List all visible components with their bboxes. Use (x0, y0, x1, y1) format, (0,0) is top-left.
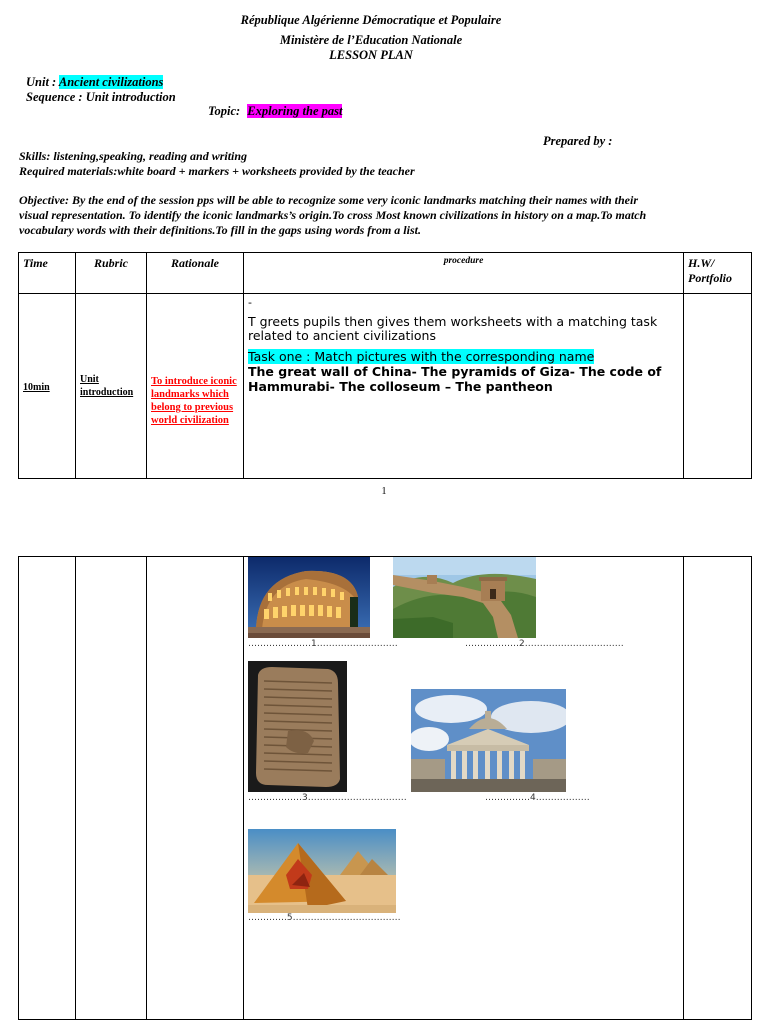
blank-5[interactable]: ………….5……………………………… (248, 913, 401, 923)
materials-line: Required materials:white board + markers + worksheets provided by the teacher (19, 164, 415, 178)
topic-line (208, 104, 342, 119)
sequence-line: Sequence : Unit introduction (26, 90, 176, 104)
blank-1[interactable]: …………………1……………………… (248, 639, 398, 649)
hw-cell (684, 294, 752, 479)
empty-time-cell (19, 557, 76, 1020)
procedure-header: procedure (244, 253, 684, 294)
worksheet-table (18, 556, 752, 1020)
landmark-names: The great wall of China- The pyramids of Giza- The code of Hammurabi- The colloseum – The pantheon (248, 364, 662, 394)
ministry-heading: Ministère de l’Education Nationale (279, 33, 463, 47)
rationale-cell (147, 294, 244, 479)
rubric-header: Rubric (76, 253, 147, 294)
procedure-dash: - (248, 296, 252, 309)
topic-label: Topic: (208, 104, 241, 118)
pyramids-picture (248, 829, 396, 913)
unit-label: Unit : (26, 75, 57, 89)
great-wall-picture (393, 557, 536, 638)
worksheet-row (19, 557, 752, 1020)
unit-value: Ancient civilizations (58, 75, 164, 89)
republic-heading: République Algérienne Démocratique et Populaire (240, 13, 502, 27)
task-one-text: Task one : Match pictures with the corresponding name (248, 349, 595, 364)
rationale-value: To introduce iconic landmarks which belong to previous world civilization (151, 376, 237, 426)
greeting-text: T greets pupils then gives them worksheets with a matching task related to ancient civilizations (248, 314, 658, 343)
empty-rationale-cell (147, 557, 244, 1020)
objective-line-2: visual representation. To identify the iconic landmarks’s origin.To cross Most known civilizations in history on a map.To match (19, 208, 647, 222)
table-header-row (19, 253, 752, 294)
task-one-line (248, 349, 679, 364)
hammurabi-code-picture (248, 661, 347, 792)
time-header: Time (19, 253, 76, 294)
empty-rubric-cell (76, 557, 147, 1020)
rubric-value: Unit introduction (80, 374, 134, 398)
blank-3[interactable]: ………………3…………………………… (248, 793, 407, 803)
objective-line-3: vocabulary words with their definitions.To fill in the gaps using words from a list. (19, 223, 421, 237)
empty-hw-cell (684, 557, 752, 1020)
objective-line-1: Objective: By the end of the session pps will be able to recognize some very iconic landmarks matching their names with their (19, 193, 638, 207)
time-value: 10min (23, 382, 50, 393)
hw-portfolio-header: H.W/ Portfolio (684, 253, 752, 294)
table-row (19, 294, 752, 479)
prepared-by: Prepared by : (543, 134, 613, 148)
lesson-plan-table (18, 252, 752, 479)
time-cell (19, 294, 76, 479)
page-number: 1 (381, 486, 387, 497)
topic-value: Exploring the past (247, 104, 343, 118)
blank-2[interactable]: ………………2…………………………… (465, 639, 624, 649)
pantheon-picture (411, 689, 566, 792)
skills-line: Skills: listening,speaking, reading and writing (19, 149, 248, 163)
procedure-cell (244, 294, 684, 479)
blank-4[interactable]: ……………4……………… (485, 793, 590, 803)
lesson-plan-title: LESSON PLAN (329, 48, 413, 62)
colosseum-picture (248, 557, 370, 638)
rubric-cell (76, 294, 147, 479)
unit-line (26, 75, 163, 90)
rationale-header: Rationale (147, 253, 244, 294)
